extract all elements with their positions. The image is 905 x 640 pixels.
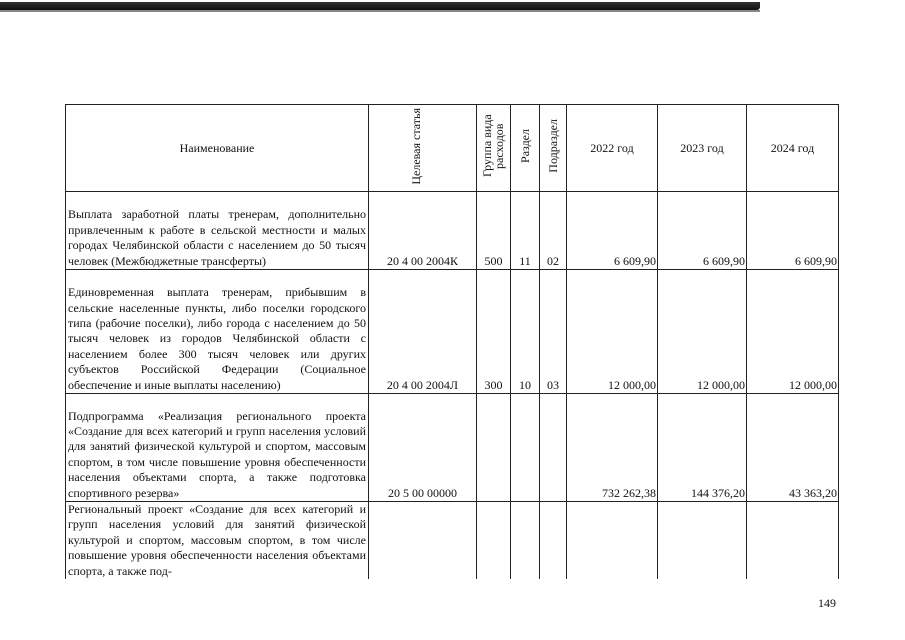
- header-2023: 2023 год: [658, 105, 747, 192]
- row-2024: [747, 502, 839, 580]
- table-row: [66, 270, 839, 394]
- row-2024: 43 363,20: [747, 394, 839, 502]
- row-2024: 12 000,00: [747, 270, 839, 394]
- scan-edge-shadow: [0, 2, 760, 10]
- header-name: Наименование: [66, 105, 369, 192]
- scan-edge-line: [0, 10, 760, 12]
- header-2022: 2022 год: [567, 105, 658, 192]
- row-subsection: 03: [540, 270, 567, 394]
- row-section: [511, 394, 540, 502]
- row-subsection: 02: [540, 192, 567, 270]
- table-row: [66, 502, 839, 580]
- table-row: [66, 394, 839, 502]
- header-section: Раздел: [511, 105, 540, 192]
- row-code: [369, 502, 477, 580]
- row-name: Региональный проект «Создание для всех категорий и групп населения условий для занятий физической культурой и спортом, массовым спортом, в том числе повышение уровня обеспеченности населения объектами спорта, а также под-: [66, 502, 369, 580]
- header-2024: 2024 год: [747, 105, 839, 192]
- table-header-row: [66, 105, 839, 192]
- row-name: Единовременная выплата тренерам, прибывшим в сельские населенные пункты, либо поселки городского типа (рабочие поселки), либо города с населением до 50 тысяч человек из городов Челябинской области с населением более 300 тысяч человек или других субъектов Российской Федерации (Социальное обеспечение и иные выплаты населению): [66, 270, 369, 394]
- row-2022: [567, 502, 658, 580]
- row-name: Подпрограмма «Реализация регионального проекта «Создание для всех категорий и групп населения условий для занятий физической культурой и спортом, массовым спортом, в том числе повышение уровня обеспеченности населения объектами спорта, а также подготовка спортивного резерва»: [66, 394, 369, 502]
- row-group: [477, 502, 511, 580]
- row-group: [477, 394, 511, 502]
- header-target: Целевая статья: [369, 105, 477, 192]
- row-2023: [658, 502, 747, 580]
- row-2022: 732 262,38: [567, 394, 658, 502]
- row-section: 10: [511, 270, 540, 394]
- row-section: [511, 502, 540, 580]
- row-code: 20 4 00 2004Л: [369, 270, 477, 394]
- row-code: 20 5 00 00000: [369, 394, 477, 502]
- row-2023: 144 376,20: [658, 394, 747, 502]
- row-2023: 12 000,00: [658, 270, 747, 394]
- row-group: 500: [477, 192, 511, 270]
- row-2022: 6 609,90: [567, 192, 658, 270]
- row-2024: 6 609,90: [747, 192, 839, 270]
- row-section: 11: [511, 192, 540, 270]
- row-2022: 12 000,00: [567, 270, 658, 394]
- row-2023: 6 609,90: [658, 192, 747, 270]
- budget-table: [65, 104, 839, 579]
- row-group: 300: [477, 270, 511, 394]
- row-subsection: [540, 502, 567, 580]
- header-group: Группа вида расходов: [477, 105, 511, 192]
- table-row: [66, 192, 839, 270]
- row-name: Выплата заработной платы тренерам, дополнительно привлеченным к работе в сельской местности и малых городах Челябинской области с населением до 50 тысяч человек (Межбюджетные трансферты): [66, 192, 369, 270]
- row-code: 20 4 00 2004К: [369, 192, 477, 270]
- row-subsection: [540, 394, 567, 502]
- header-subsection: Подраздел: [540, 105, 567, 192]
- page-number: 149: [818, 596, 836, 610]
